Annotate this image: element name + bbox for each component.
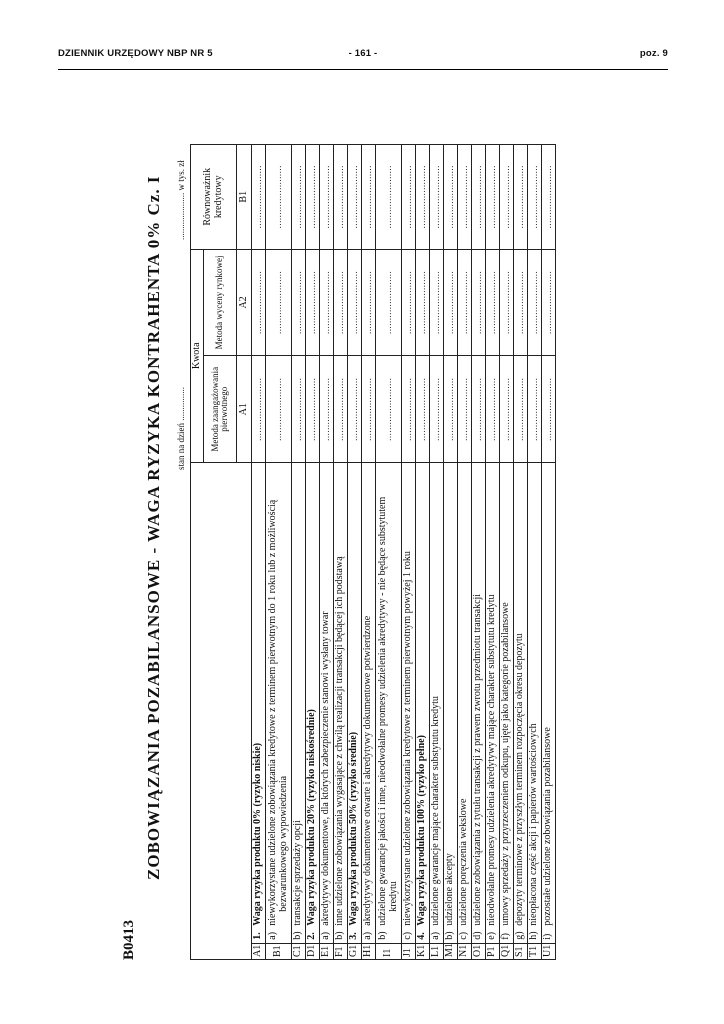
row-description [292, 463, 306, 944]
row-label: transakcje sprzedaży opcji [292, 820, 304, 926]
row-code: N1 [458, 943, 472, 959]
row-code: J1 [402, 943, 416, 959]
value-field-a2[interactable]: ....................... [362, 249, 376, 356]
value-field-a1[interactable]: ....................... [376, 356, 402, 463]
value-field-a2[interactable]: ....................... [528, 249, 542, 356]
item-letter: g) [514, 931, 526, 940]
table-row [292, 145, 306, 960]
value-field-b1[interactable]: ....................... [514, 145, 528, 250]
item-letter: d) [472, 931, 484, 940]
value-field-a1[interactable]: ....................... [500, 356, 514, 463]
value-field-a2[interactable]: ....................... [444, 249, 458, 356]
row-description [500, 463, 514, 944]
row-label: niewykorzystane udzielone zobowiązania kredytowe z terminem pierwotnym powyżej 1 roku [402, 551, 414, 926]
table-row [348, 145, 362, 960]
row-label: nieodwołalne promesy udzielenia akredytywy mające charakter substytutu kredytu [486, 594, 498, 926]
value-field-a1[interactable]: ....................... [266, 356, 292, 463]
row-label: niewykorzystane udzielone zobowiązania kredytowe z terminem pierwotnym do 1 roku lub z możliwością [267, 499, 278, 926]
value-field-b1[interactable]: ....................... [444, 145, 458, 250]
value-field-b1[interactable]: ....................... [376, 145, 402, 250]
value-field-a1[interactable]: ....................... [334, 356, 348, 463]
section-number: 3. [348, 932, 360, 940]
row-label: Waga ryzyka produktu 100% (ryzyko pełne) [416, 735, 428, 926]
value-field-a2[interactable]: ....................... [334, 249, 348, 356]
value-field-b1[interactable]: ....................... [430, 145, 444, 250]
value-field-a2[interactable]: ....................... [306, 249, 320, 356]
b1-code: B1 [237, 145, 252, 250]
row-description [348, 463, 362, 944]
row-code: G1 [348, 943, 362, 959]
row-description [514, 463, 528, 944]
a2-code: A2 [237, 249, 252, 356]
value-field-b1[interactable]: ....................... [542, 145, 556, 250]
row-description [472, 463, 486, 944]
item-letter: b) [444, 931, 456, 940]
table-row [542, 145, 556, 960]
row-code: F1 [334, 943, 348, 959]
a1-code: A1 [237, 356, 252, 463]
row-code: C1 [292, 943, 306, 959]
row-description [430, 463, 444, 944]
value-field-b1[interactable]: ....................... [306, 145, 320, 250]
row-code: P1 [486, 943, 500, 959]
row-label: Waga ryzyka produktu 20% (ryzyko niskośrednie) [306, 709, 318, 926]
table-row [444, 145, 458, 960]
row-description [528, 463, 542, 944]
value-field-b1[interactable]: ....................... [486, 145, 500, 250]
table-row [486, 145, 500, 960]
row-code: H1 [362, 943, 376, 959]
row-label: Waga ryzyka produktu 50% (ryzyko średnie) [348, 731, 360, 926]
value-field-a1[interactable]: ....................... [348, 356, 362, 463]
item-letter: c) [458, 931, 470, 940]
table-row [416, 145, 430, 960]
item-letter: c) [402, 931, 414, 940]
item-letter: b) [377, 931, 388, 940]
item-letter: i) [542, 933, 554, 940]
row-description [542, 463, 556, 944]
row-description [252, 463, 266, 944]
page-header [58, 48, 668, 68]
row-label: udzielone akcepty [444, 853, 456, 926]
form-title: ZOBOWIĄZANIA POZABILANSOWE - WAGA RYZYKA KONTRAHENTA 0% Cz. I [144, 175, 163, 880]
item-letter: b) [334, 931, 346, 940]
units-label: ..................... w tys. zł [176, 160, 186, 240]
value-field-b1[interactable]: ....................... [334, 145, 348, 250]
row-code: O1 [472, 943, 486, 959]
value-field-b1[interactable]: ....................... [348, 145, 362, 250]
row-label: inne udzielone zobowiązania wygasające z chwilą realizacji transakcji będącej ich podstawą [334, 556, 346, 926]
value-field-a1[interactable]: ....................... [472, 356, 486, 463]
value-field-a2[interactable]: ....................... [500, 249, 514, 356]
value-field-a2[interactable]: ....................... [542, 249, 556, 356]
value-field-b1[interactable]: ....................... [528, 145, 542, 250]
item-letter: a) [430, 931, 442, 940]
header-rule [58, 69, 668, 70]
item-letter: a) [320, 931, 332, 940]
value-field-a1[interactable]: ....................... [542, 356, 556, 463]
section-number: 2. [306, 932, 318, 940]
rotated-form [80, 120, 680, 960]
row-code: E1 [320, 943, 334, 959]
section-number: 4. [416, 932, 428, 940]
row-code: T1 [528, 943, 542, 959]
kwota-header: Kwota [191, 249, 204, 463]
value-field-b1[interactable]: ....................... [266, 145, 292, 250]
value-field-a1[interactable]: ....................... [402, 356, 416, 463]
table-row [528, 145, 542, 960]
table-row [252, 145, 266, 960]
row-description [458, 463, 472, 944]
journal-name: DZIENNIK URZĘDOWY NBP NR 5 [58, 48, 213, 59]
table-row [472, 145, 486, 960]
value-field-a2[interactable]: ....................... [458, 249, 472, 356]
value-field-a1[interactable]: ....................... [430, 356, 444, 463]
value-field-b1[interactable]: ....................... [402, 145, 416, 250]
row-label: udzielone poręczenia wekslowe [458, 798, 470, 926]
a1-label: Metoda zaangażowania pierwotnego [204, 356, 237, 463]
value-field-a1[interactable]: ....................... [514, 356, 528, 463]
value-field-b1[interactable]: ....................... [472, 145, 486, 250]
row-label: depozyty terminowe z przyszłym terminem rozpoczęcia okresu depozytu [514, 633, 526, 926]
value-field-a1[interactable]: ....................... [416, 356, 430, 463]
row-label: udzielone zobowiązania z tytułu transakcji z prawem zwrotu przedmiotu transakcji [472, 593, 484, 926]
report-date: stan na dzień ............... [176, 387, 186, 470]
row-label: Waga ryzyka produktu 0% (ryzyko niskie) [252, 742, 264, 926]
row-label: pozostałe udzielone zobowiązania pozabilansowe [542, 727, 554, 926]
value-field-a1[interactable]: ....................... [252, 356, 266, 463]
item-letter: h) [528, 931, 540, 940]
value-field-a2[interactable]: ....................... [486, 249, 500, 356]
row-label-continued: bezwarunkowego wypowiedzenia [277, 775, 289, 912]
row-code: S1 [514, 943, 528, 959]
b1-label: Równoważnik kredytowy [191, 145, 237, 250]
value-field-a2[interactable]: ....................... [402, 249, 416, 356]
row-description [376, 463, 402, 944]
value-field-a2[interactable]: ....................... [348, 249, 362, 356]
value-field-a1[interactable]: ....................... [528, 356, 542, 463]
table-row [320, 145, 334, 960]
row-label: nieopłacona część akcji i papierów wartościowych [528, 723, 540, 926]
value-field-b1[interactable]: ....................... [416, 145, 430, 250]
value-field-a2[interactable]: ....................... [376, 249, 402, 356]
row-label: udzielone gwarancje mające charakter substytutu kredytu [430, 696, 442, 926]
row-description [306, 463, 320, 944]
row-label: akredytywy dokumentowe otwarte i akredytywy dokumentowe potwierdzone [362, 615, 374, 926]
table-row [514, 145, 528, 960]
value-field-a1[interactable]: ....................... [486, 356, 500, 463]
row-description [362, 463, 376, 944]
value-field-a2[interactable]: ....................... [292, 249, 306, 356]
row-description [402, 463, 416, 944]
value-field-a1[interactable]: ....................... [320, 356, 334, 463]
table-row [376, 145, 402, 960]
value-field-a2[interactable]: ....................... [430, 249, 444, 356]
form-table [190, 144, 556, 960]
value-field-b1[interactable]: ....................... [292, 145, 306, 250]
row-code: K1 [416, 943, 430, 959]
item-letter: a) [267, 931, 278, 940]
row-description [444, 463, 458, 944]
row-label: umowy sprzedaży z przyrzeczeniem odkupu, ujęte jako kategorie pozabilansowe [500, 602, 512, 926]
row-description [266, 463, 292, 944]
row-code: I1 [376, 943, 402, 959]
form-code: B0413 [121, 919, 137, 960]
row-code: B1 [266, 943, 292, 959]
row-code: M1 [444, 943, 458, 959]
table-row [266, 145, 292, 960]
position-number: poz. 9 [639, 48, 668, 59]
item-letter: f) [500, 933, 512, 940]
blank-header [191, 463, 252, 960]
item-letter: b) [292, 931, 304, 940]
value-field-a1[interactable]: ....................... [292, 356, 306, 463]
row-description [416, 463, 430, 944]
row-code: U1 [542, 943, 556, 959]
value-field-a2[interactable]: ....................... [252, 249, 266, 356]
table-row [362, 145, 376, 960]
value-field-b1[interactable]: ....................... [362, 145, 376, 250]
row-code: L1 [430, 943, 444, 959]
row-label: udzielone gwarancje jakości i inne, nieodwołalne promesy udzielenia akredytywy - nie będące substytutem [377, 496, 388, 926]
row-description [320, 463, 334, 944]
value-field-b1[interactable]: ....................... [458, 145, 472, 250]
value-field-a2[interactable]: ....................... [514, 249, 528, 356]
value-field-a1[interactable]: ....................... [306, 356, 320, 463]
table-row [500, 145, 514, 960]
row-code: Q1 [500, 943, 514, 959]
row-description [486, 463, 500, 944]
value-field-b1[interactable]: ....................... [320, 145, 334, 250]
row-code: D1 [306, 943, 320, 959]
table-row [402, 145, 416, 960]
item-letter: a) [362, 931, 374, 940]
table-row [306, 145, 320, 960]
row-label-continued: kredytu [387, 881, 399, 912]
value-field-a2[interactable]: ....................... [320, 249, 334, 356]
row-description [334, 463, 348, 944]
value-field-a2[interactable]: ....................... [266, 249, 292, 356]
table-row [430, 145, 444, 960]
value-field-b1[interactable]: ....................... [252, 145, 266, 250]
table-row [334, 145, 348, 960]
row-label: akredytywy dokumentowe, dla których zabezpieczenie stanowi wysłany towar [320, 611, 332, 926]
section-number: 1. [252, 932, 264, 940]
value-field-a1[interactable]: ....................... [362, 356, 376, 463]
value-field-a2[interactable]: ....................... [472, 249, 486, 356]
row-code: A1 [252, 943, 266, 959]
value-field-a1[interactable]: ....................... [444, 356, 458, 463]
page-number: - 161 - [348, 48, 378, 59]
value-field-b1[interactable]: ....................... [500, 145, 514, 250]
a2-label: Metoda wyceny rynkowej [204, 249, 237, 356]
item-letter: e) [486, 931, 498, 940]
value-field-a2[interactable]: ....................... [416, 249, 430, 356]
value-field-a1[interactable]: ....................... [458, 356, 472, 463]
table-row [458, 145, 472, 960]
